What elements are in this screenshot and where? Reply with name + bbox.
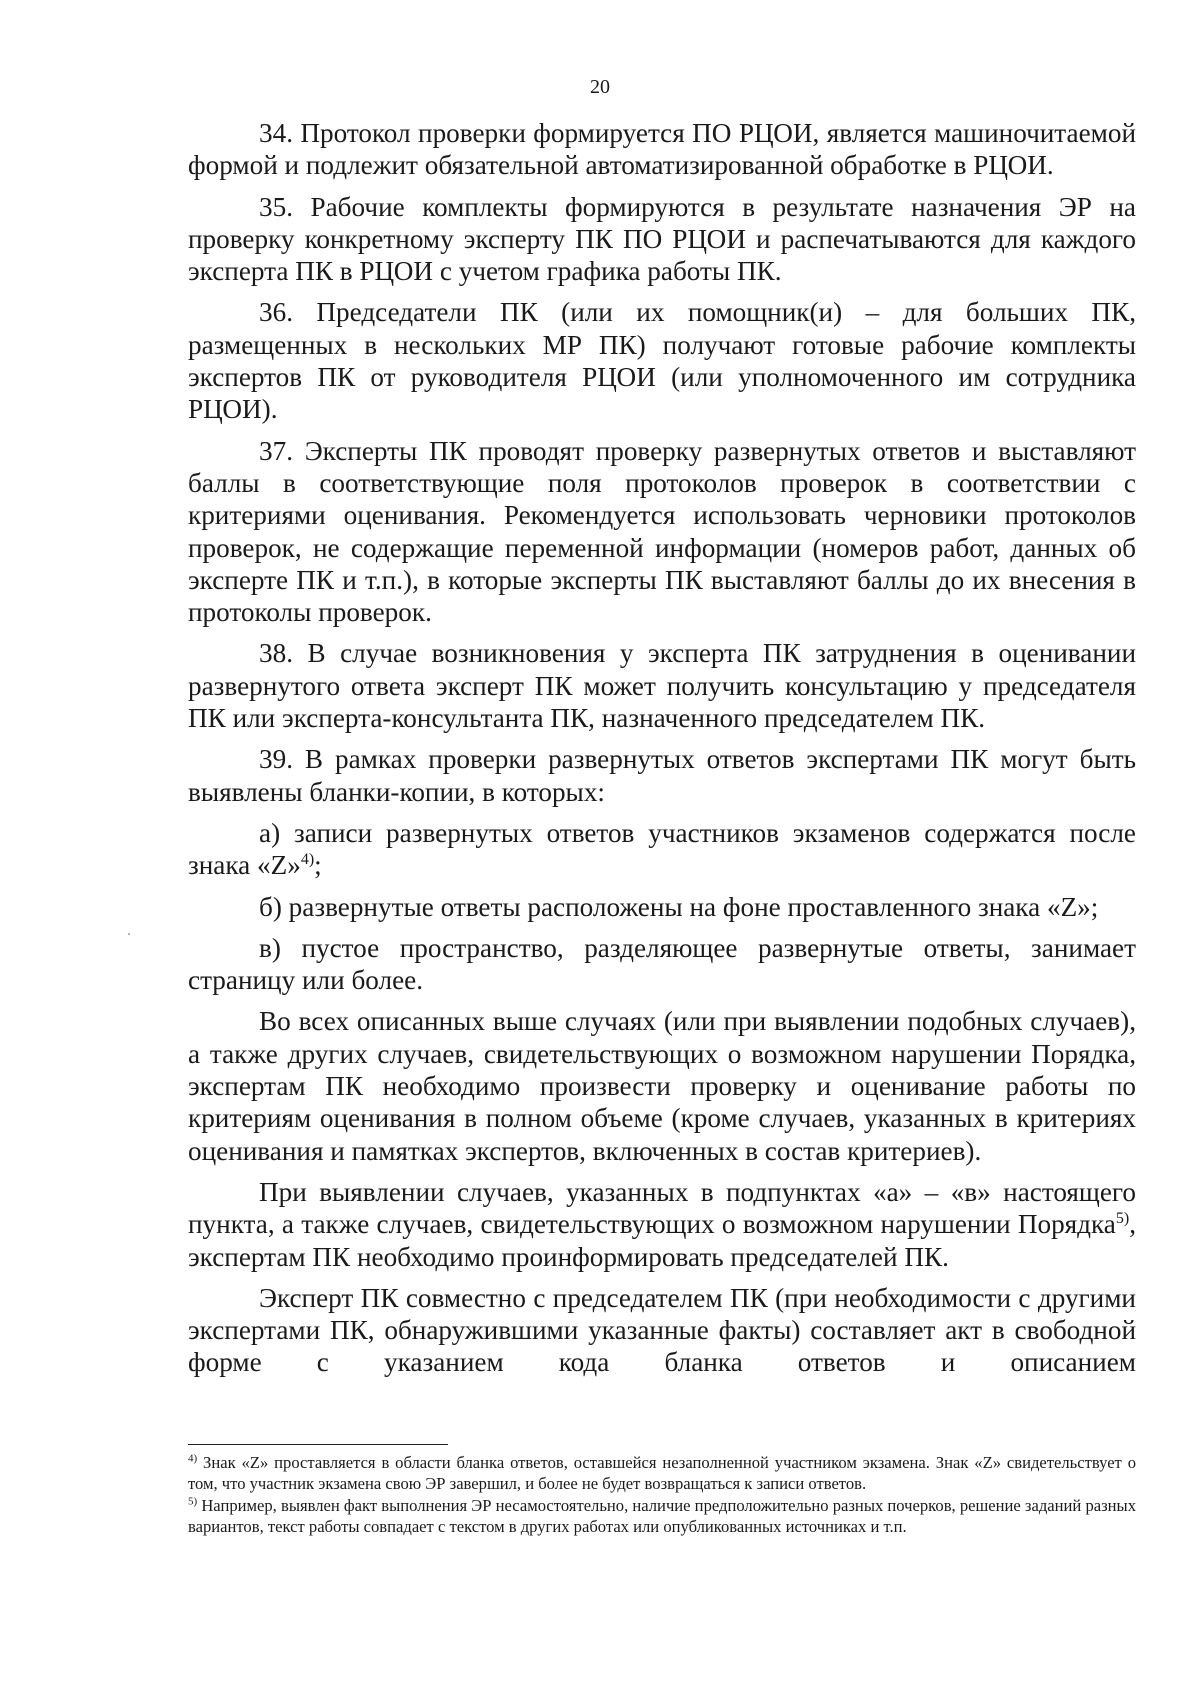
footnote-5-text: Например, выявлен факт выполнения ЭР несамостоятельно, наличие предположительно разных почерков, решение заданий разных вариантов, текст работы совпадает с текстом в других работах или опубликованных источниках и т.п. — [188, 1495, 1136, 1536]
footnote-separator — [188, 1444, 448, 1445]
footnote-5-mark: 5) — [188, 1495, 198, 1508]
scan-speck — [128, 933, 130, 935]
paragraph-34: 34. Протокол проверки формируется ПО РЦОИ, является машиночитаемой формой и подлежит обязательной автоматизированной обработке в РЦОИ. — [188, 118, 1136, 181]
footnote-5 — [188, 1495, 1136, 1538]
paragraph-38: 38. В случае возникновения у эксперта ПК затруднения в оценивании развернутого ответа эксперт ПК может получить консультацию у председателя ПК или эксперта-консультанта ПК, назначенного председателем ПК. — [188, 638, 1136, 734]
subitem-c: в) пустое пространство, разделяющее развернутые ответы, занимает страницу или более. — [188, 932, 1136, 996]
paragraph-notify-chairs — [188, 1176, 1136, 1273]
paragraph-36: 36. Председатели ПК (или их помощник(и) – для больших ПК, размещенных в нескольких МР ПК) получают готовые рабочие комплекты экспертов ПК от руководителя РЦОИ (или уполномоченного им сотрудника РЦОИ). — [188, 297, 1136, 425]
paragraph-all-cases: Во всех описанных выше случаях (или при выявлении подобных случаев), а также других случаев, свидетельствующих о возможном нарушении Порядка, экспертам ПК необходимо произвести проверку и оценивание работы по критериям оценивания в полном объеме (кроме случаев, указанных в критериях оценивания и памятках экспертов, включенных в состав критериев). — [188, 1006, 1136, 1166]
footnote-ref-4: 4) — [300, 851, 315, 869]
footnote-4-mark: 4) — [188, 1452, 198, 1465]
paragraph-37: 37. Эксперты ПК проводят проверку развернутых ответов и выставляют баллы в соответствующие поля протоколов проверок в соответствии с критериями оценивания. Рекомендуется использовать черновики протоколов проверок, не содержащие переменной информации (номеров работ, данных об эксперте ПК и т.п.), в которые эксперты ПК выставляют баллы до их внесения в протоколы проверок. — [188, 435, 1136, 628]
paragraph-notify-text: При выявлении случаев, указанных в подпунктах «а» – «в» настоящего пункта, а также случаев, свидетельствующих о возможном нарушении Порядка — [188, 1176, 1136, 1240]
subitem-b: б) развернутые ответы расположены на фоне проставленного знака «Z»; — [259, 891, 1099, 922]
paragraph-35: 35. Рабочие комплекты формируются в результате назначения ЭР на проверку конкретному эксперту ПК ПО РЦОИ и распечатываются для каждого эксперта ПК в РЦОИ с учетом графика работы ПК. — [188, 191, 1136, 287]
paragraph-act: Эксперт ПК совместно с председателем ПК (при необходимости с другими экспертами ПК, обнаружившими указанные факты) составляет акт в свободной форме с указанием кода бланка ответов и описанием — [188, 1282, 1136, 1378]
footnotes — [188, 1452, 1136, 1537]
footnote-4-text: Знак «Z» проставляется в области бланка ответов, оставшейся незаполненной участником экзамена. Знак «Z» свидетельствует о том, что участник экзамена свою ЭР завершил, и более не будет возвращаться к записи ответов. — [188, 1453, 1136, 1494]
footnote-ref-5: 5) — [1115, 1210, 1130, 1228]
page-number: 20 — [590, 76, 610, 98]
footnote-4 — [188, 1452, 1136, 1495]
paragraph-39: 39. В рамках проверки развернутых ответов экспертами ПК могут быть выявлены бланки-копии, в которых: — [188, 744, 1136, 807]
subitem-a-end: ; — [314, 850, 322, 881]
subitem-a-text: а) записи развернутых ответов участников экзаменов содержатся после знака «Z» — [188, 817, 1136, 881]
subitem-a — [188, 817, 1136, 882]
document-body — [188, 117, 1136, 1379]
paragraph-notify-end: , экспертам ПК необходимо проинформировать председателей ПК. — [188, 1209, 1136, 1272]
